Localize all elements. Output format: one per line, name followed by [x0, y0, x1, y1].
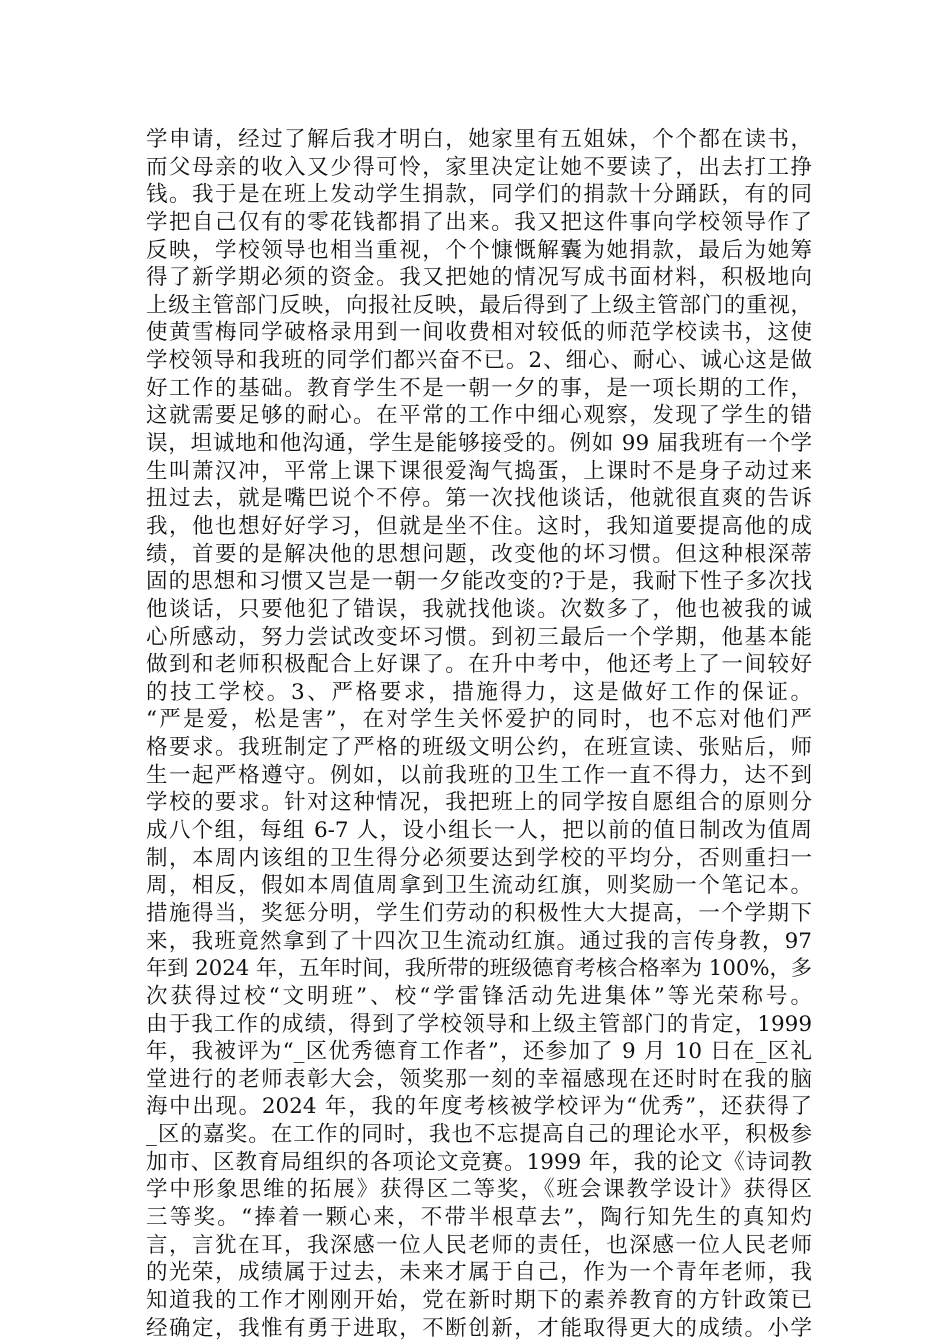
- text-line: 加市、区教育局组织的各项论文竞赛。1999 年，我的论文《诗词教: [146, 1149, 812, 1175]
- text-line: 做到和老师积极配合上好课了。在升中考中，他还考上了一间较好: [146, 652, 812, 678]
- text-line: 我，他也想好好学习，但就是坐不住。这时，我知道要提高他的成: [146, 513, 812, 539]
- text-line: 制，本周内该组的卫生得分必须要达到学校的平均分，否则重扫一: [146, 845, 812, 871]
- text-line: 学申请，经过了解后我才明白，她家里有五姐妹，个个都在读书，: [146, 127, 812, 152]
- text-line: 三等奖。“捧着一颗心来，不带半根草去”，陶行知先生的真知灼: [146, 1204, 812, 1230]
- text-line: 反映，学校领导也相当重视，个个慷慨解囊为她捐款，最后为她筹: [146, 237, 812, 263]
- text-line: 年到 2024 年，五年时间，我所带的班级德育考核合格率为 100%，多: [146, 956, 812, 982]
- text-line: 生一起严格遵守。例如，以前我班的卫生工作一直不得力，达不到: [146, 762, 812, 788]
- text-line: 周，相反，假如本周值周拿到卫生流动红旗，则奖励一个笔记本。: [146, 873, 812, 899]
- text-line: 学校的要求。针对这种情况，我把班上的同学按自愿组合的原则分: [146, 790, 812, 816]
- text-line: 固的思想和习惯又岂是一朝一夕能改变的?于是，我耐下性子多次找: [146, 569, 812, 595]
- text-line: 上级主管部门反映，向报社反映，最后得到了上级主管部门的重视，: [146, 292, 812, 318]
- text-line: 成八个组，每组 6-7 人，设小组长一人，把以前的值日制改为值周: [146, 818, 812, 844]
- text-line: 言，言犹在耳，我深感一位人民老师的责任，也深感一位人民老师: [146, 1232, 812, 1258]
- text-line: 措施得当，奖惩分明，学生们劳动的积极性大大提高，一个学期下: [146, 900, 812, 926]
- text-line: 由于我工作的成绩，得到了学校领导和上级主管部门的肯定，1999: [146, 1011, 812, 1037]
- text-line: 误，坦诚地和他沟通，学生是能够接受的。例如 99 届我班有一个学: [146, 431, 812, 457]
- text-line: 好工作的基础。教育学生不是一朝一夕的事，是一项长期的工作，: [146, 375, 812, 401]
- text-line: _区的嘉奖。在工作的同时，我也不忘提高自己的理论水平，积极参: [146, 1122, 812, 1148]
- text-line: 来，我班竟然拿到了十四次卫生流动红旗。通过我的言传身教，97: [146, 928, 812, 954]
- text-line: 学校领导和我班的同学们都兴奋不已。2、细心、耐心、诚心这是做: [146, 348, 812, 374]
- text-line: 使黄雪梅同学破格录用到一间收费相对较低的师范学校读书，这使: [146, 320, 812, 346]
- body-text: [146, 126, 812, 1342]
- text-line: 心所感动，努力尝试改变坏习惯。到初三最后一个学期，他基本能: [146, 624, 812, 650]
- text-line: 而父母亲的收入又少得可怜，家里决定让她不要读了，出去打工挣: [146, 154, 812, 180]
- text-line: 次获得过校“文明班”、校“学雷锋活动先进集体”等光荣称号。: [146, 983, 812, 1009]
- text-line: 钱。我于是在班上发动学生捐款，同学们的捐款十分踊跃，有的同: [146, 182, 812, 208]
- text-line: 格要求。我班制定了严格的班级文明公约，在班宣读、张贴后，师: [146, 735, 812, 761]
- text-line: 他谈话，只要他犯了错误，我就找他谈。次数多了，他也被我的诚: [146, 596, 812, 622]
- text-line: “严是爱，松是害”，在对学生关怀爱护的同时，也不忘对他们严: [146, 707, 812, 733]
- text-line: 经确定，我惟有勇于进取，不断创新，才能取得更大的成绩。小学: [146, 1315, 812, 1341]
- text-line: 绩，首要的是解决他的思想问题，改变他的坏习惯。但这种根深蒂: [146, 541, 812, 567]
- text-line: 年，我被评为“_区优秀德育工作者”，还参加了 9 月 10 日在_区礼: [146, 1039, 812, 1065]
- text-line: 的光荣，成绩属于过去，未来才属于自己，作为一个青年老师，我: [146, 1260, 812, 1286]
- text-line: 这就需要足够的耐心。在平常的工作中细心观察，发现了学生的错: [146, 403, 812, 429]
- text-line: 堂进行的老师表彰大会，领奖那一刻的幸福感现在还时时在我的脑: [146, 1066, 812, 1092]
- text-line: 得了新学期必须的资金。我又把她的情况写成书面材料，积极地向: [146, 265, 812, 291]
- text-line: 海中出现。2024 年，我的年度考核被学校评为“优秀”，还获得了: [146, 1094, 812, 1120]
- text-line: 扭过去，就是嘴巴说个不停。第一次找他谈话，他就很直爽的告诉: [146, 486, 812, 512]
- text-line: 学把自己仅有的零花钱都捐了出来。我又把这件事向学校领导作了: [146, 209, 812, 235]
- text-line: 生叫萧汉冲，平常上课下课很爱淘气捣蛋，上课时不是身子动过来: [146, 458, 812, 484]
- text-line: 知道我的工作才刚刚开始，党在新时期下的素养教育的方针政策已: [146, 1287, 812, 1313]
- text-line: 的技工学校。3、严格要求，措施得力，这是做好工作的保证。: [146, 679, 812, 705]
- text-line: 学中形象思维的拓展》获得区二等奖，《班会课教学设计》获得区: [146, 1177, 812, 1203]
